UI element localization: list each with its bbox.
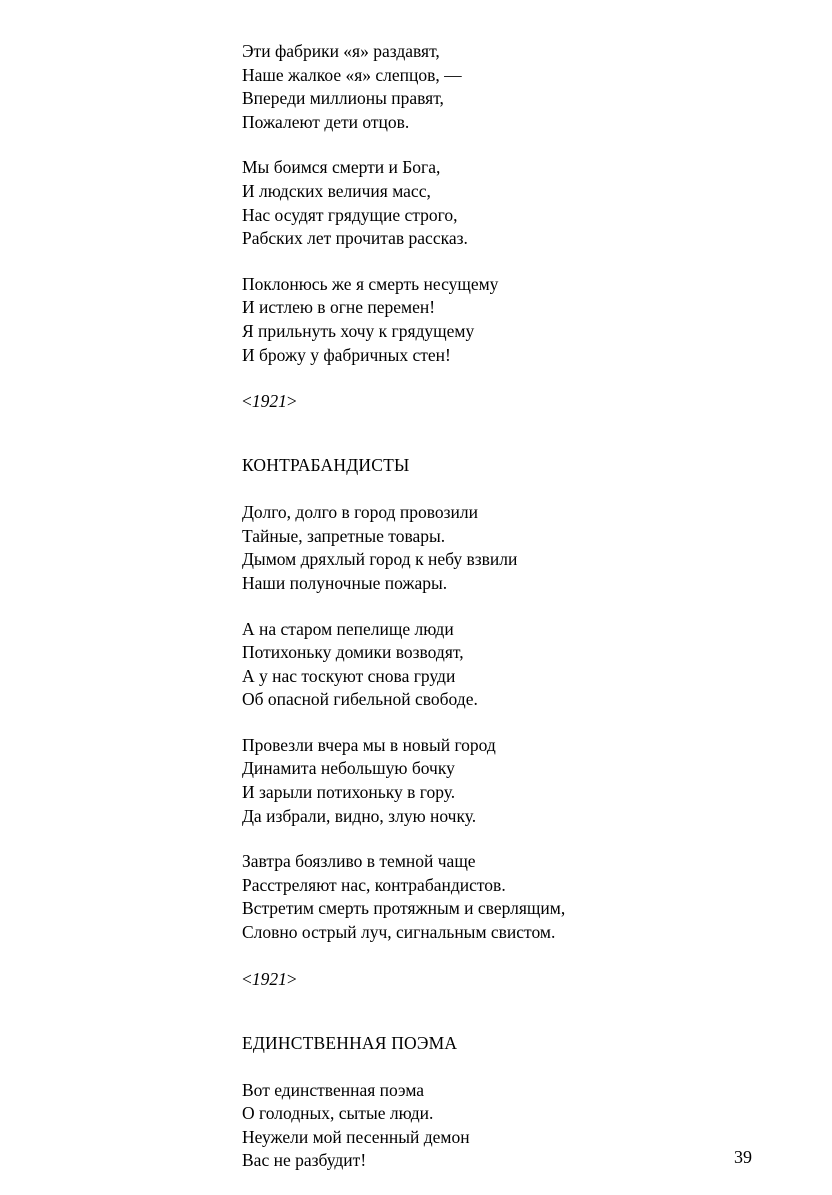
verse-line: Пожалеют дети отцов.: [242, 111, 410, 132]
stanza: [242, 40, 802, 134]
verse-line: Вас не разбудит!: [242, 1150, 367, 1171]
verse-line: Да избрали, видно, злую ночку.: [242, 805, 477, 826]
verse-line: Дымом дряхлый город к небу взвили: [242, 549, 518, 570]
verse-line: И истлею в огне перемен!: [242, 297, 436, 318]
date-year: 1921: [251, 968, 287, 989]
verse-line: Тайные, запретные товары.: [242, 525, 446, 546]
stanza: [242, 734, 802, 828]
verse-line: Потихоньку домики возводят,: [242, 642, 464, 663]
verse-line: Рабских лет прочитав рассказ.: [242, 228, 468, 249]
verse-line: Словно острый луч, сигнальным свистом.: [242, 922, 556, 943]
verse-line: Завтра боязливо в темной чаще: [242, 851, 476, 872]
verse-line: Наше жалкое «я» слепцов, —: [242, 64, 462, 85]
poem-kontrabandisty: [242, 453, 802, 991]
verse-line: Встретим смерть протяжным и сверлящим,: [242, 898, 566, 919]
verse-line: Я прильнуть хочу к грядущему: [242, 320, 475, 341]
stanza: [242, 156, 802, 250]
verse-line: И зарыли потихоньку в гору.: [242, 782, 456, 803]
verse-line: Вот единственная поэма: [242, 1079, 425, 1100]
verse-line: Поклонюсь же я смерть несущему: [242, 273, 499, 294]
stanza: [242, 501, 802, 595]
verse-line: А на старом пепелище люди: [242, 618, 454, 639]
poem-title: КОНТРАБАНДИСТЫ: [242, 455, 410, 476]
date-bracket-open: <: [242, 391, 252, 412]
verse-line: Эти фабрики «я» раздавят,: [242, 41, 440, 61]
poem-fabriki: [242, 40, 802, 413]
verse-line: Нас осудят грядущие строго,: [242, 204, 458, 225]
verse-line: О голодных, сытые люди.: [242, 1103, 434, 1124]
verse-line: Неужели мой песенный демон: [242, 1126, 470, 1147]
poem-date: [242, 967, 802, 991]
poem-date: [242, 389, 802, 413]
verse-line: Мы боимся смерти и Бога,: [242, 157, 441, 178]
date-year: 1921: [251, 391, 287, 412]
verse-line: И брожу у фабричных стен!: [242, 344, 451, 365]
stanza: [242, 618, 802, 712]
stanza: [242, 850, 802, 944]
poem-edinstvennaya: [242, 1031, 802, 1173]
poem-title: ЕДИНСТВЕННАЯ ПОЭМА: [242, 1032, 458, 1053]
book-page-content: [242, 40, 802, 1195]
verse-line: Об опасной гибельной свободе.: [242, 689, 478, 710]
date-bracket-close: >: [286, 391, 297, 412]
verse-line: Расстреляют нас, контрабандистов.: [242, 874, 506, 895]
stanza: [242, 273, 802, 367]
page-number: 39: [734, 1147, 752, 1167]
verse-line: Долго, долго в город провозили: [242, 502, 478, 523]
verse-line: Динамита небольшую бочку: [242, 758, 455, 779]
verse-line: Наши полуночные пожары.: [242, 572, 448, 593]
date-bracket-close: >: [286, 968, 297, 989]
verse-line: Провезли вчера мы в новый город: [242, 734, 496, 755]
stanza: [242, 1079, 802, 1173]
date-bracket-open: <: [242, 968, 252, 989]
verse-line: Впереди миллионы правят,: [242, 88, 444, 109]
verse-line: А у нас тоскуют снова груди: [242, 665, 456, 686]
verse-line: И людских величия масс,: [242, 180, 431, 201]
